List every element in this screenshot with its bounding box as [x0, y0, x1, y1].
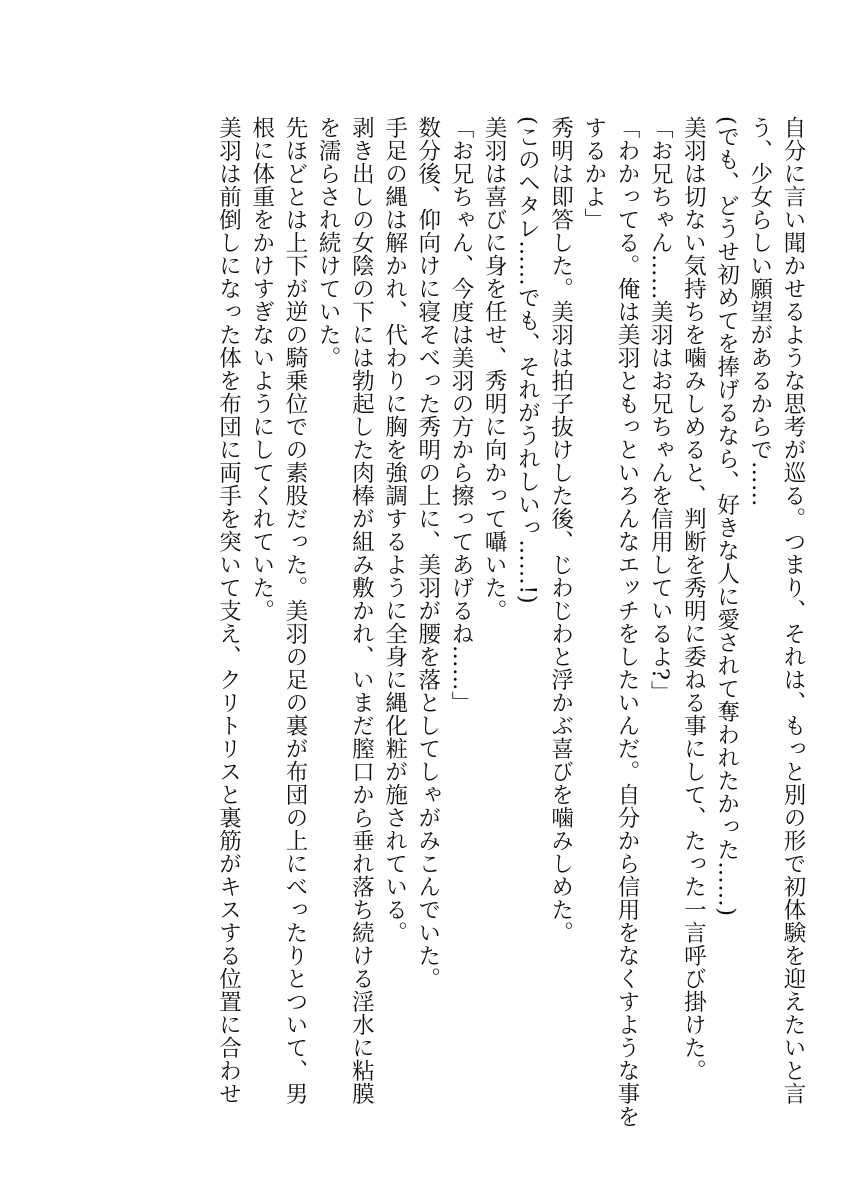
vertical-text-block [211, 116, 809, 1128]
text-line: 剥き出しの女陰の下には勃起した肉棒が組み敷かれ、いまだ膣口から垂れ落ち続ける淫水に粘膜 [348, 116, 375, 1105]
text-line: 秀明は即答した。美羽は拍子抜けした後、じわじわと浮かぶ喜びを噛みしめた。 [547, 116, 574, 944]
text-line: 根に体重をかけすぎないようにしてくれていた。 [248, 116, 275, 622]
text-line: 「お兄ちゃん、今度は美羽の方から擦ってあげるね……」 [447, 116, 474, 714]
text-line: 手足の縄は解かれ、代わりに胸を強調するように全身に縄化粧が施されている。 [381, 116, 408, 944]
text-line: 自分に言い聞かせるような思考が巡る。つまり、それは、もっと別の形で初体験を迎えたいと言 [780, 116, 806, 1105]
text-line: 美羽は切ない気持ちを噛みしめると、判断を秀明に委ねる事にして、たった一言呼び掛けた。 [680, 116, 707, 1082]
text-line: (でも、どうせ初めてを捧げるなら、好きな人に愛されて奪われたかった……) [713, 116, 740, 917]
text-line: を濡らされ続けていた。 [315, 116, 342, 369]
text-line: 「わかってる。俺は美羽ともっといろんなエッチをしたいんだ。自分から信用をなくすような事を [613, 116, 640, 1128]
text-line: う、少女らしい願望があるからで…… [746, 116, 773, 507]
text-line: (このヘタレ……でも、それがうれしいっ……!) [514, 116, 541, 605]
text-line: 先ほどとは上下が逆の騎乗位での素股だった。美羽の足の裏が布団の上にべったりとついて、男 [281, 116, 308, 1105]
text-line: 数分後、仰向けに寝そべった秀明の上に、美羽が腰を落としてしゃがみこんでいた。 [414, 116, 441, 990]
text-line: するかよ」 [580, 116, 607, 231]
text-line: 美羽は喜びに身を任せ、秀明に向かって囁いた。 [481, 116, 508, 622]
text-line: 「お兄ちゃん……美羽はお兄ちゃんを信用しているよ?」 [647, 116, 674, 704]
text-line: 美羽は前倒しになった体を布団に両手を突いて支え、クリトリスと裏筋がキスする位置に合わせ [215, 116, 242, 1105]
